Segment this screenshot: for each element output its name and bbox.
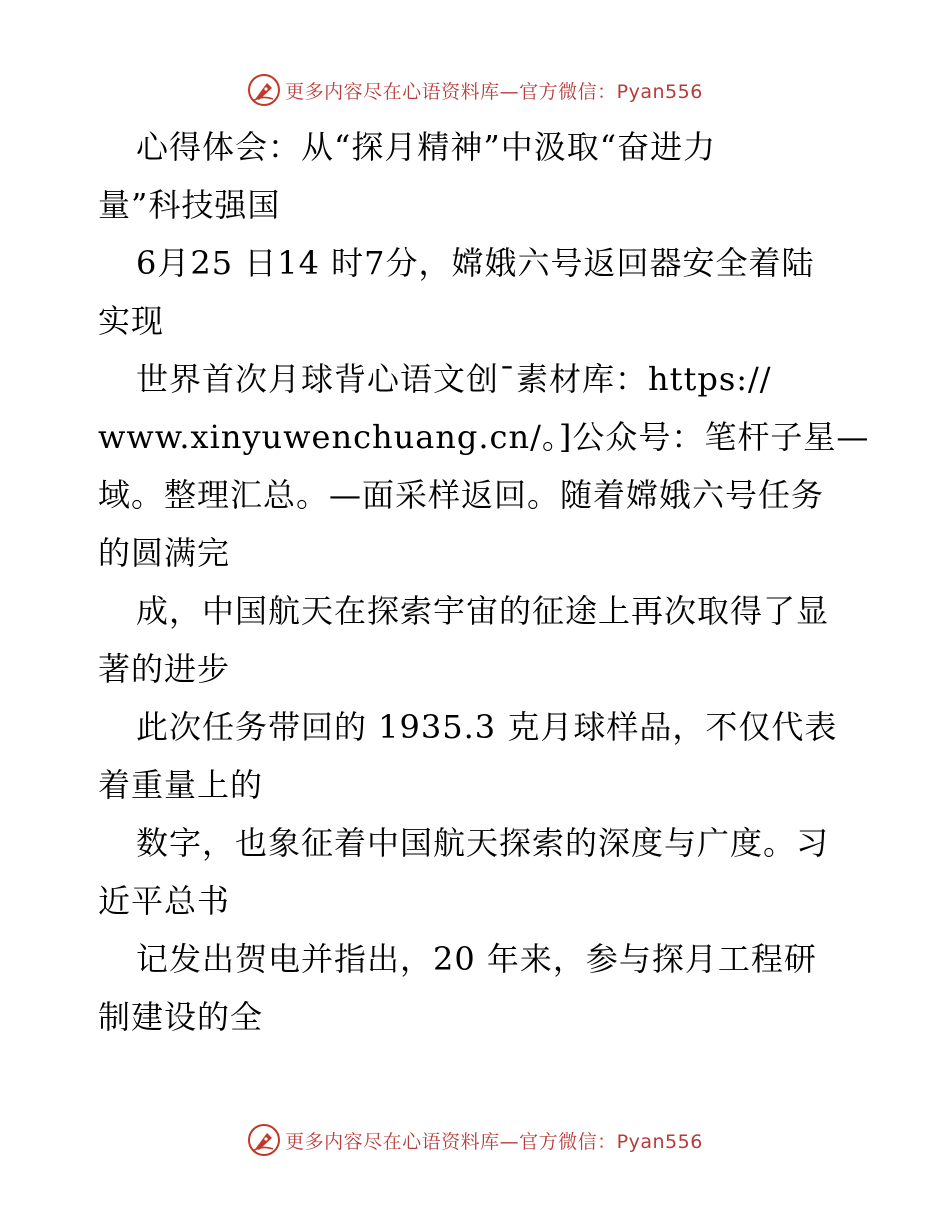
pen-nib-icon: [247, 73, 281, 107]
text-line: 心得体会：从“探月精神”中汲取“奋进力: [136, 128, 717, 166]
banner-text: 更多内容尽在心语资料库—官方微信：Pyan556: [285, 1130, 703, 1153]
footer-banner: [0, 1120, 950, 1160]
text-line: 近平总书: [98, 882, 231, 920]
text-line: 数字，也象征着中国航天探索的深度与广度。习: [136, 824, 830, 862]
text-line: 著的进步: [98, 650, 231, 688]
text-line: 域。整理汇总。—面采样返回。随着嫦娥六号任务: [98, 476, 825, 514]
text-line: www.xinyuwenchuang.cn/。]公众号：笔杆子星—: [98, 418, 870, 456]
banner-text: 更多内容尽在心语资料库—官方微信：Pyan556: [285, 80, 703, 103]
pen-nib-icon: [247, 1123, 281, 1157]
text-line: 6月25 日14 时7分，嫦娥六号返回器安全着陆: [136, 244, 815, 282]
text-line: 此次任务带回的 1935.3 克月球样品，不仅代表: [136, 708, 838, 746]
text-line: 记发出贺电并指出，20 年来，参与探月工程研: [136, 940, 817, 978]
text-line: 量”科技强国: [98, 186, 281, 224]
text-line: 实现: [98, 302, 165, 340]
text-line: 世界首次月球背心语文创¯素材库：https://: [136, 360, 772, 398]
header-banner: [0, 70, 950, 110]
text-line: 成，中国航天在探索宇宙的征途上再次取得了显: [136, 592, 830, 630]
text-line: 着重量上的: [98, 766, 264, 804]
document-body: [98, 118, 870, 1046]
text-line: 的圆满完: [98, 534, 231, 572]
text-line: 制建设的全: [98, 998, 264, 1036]
